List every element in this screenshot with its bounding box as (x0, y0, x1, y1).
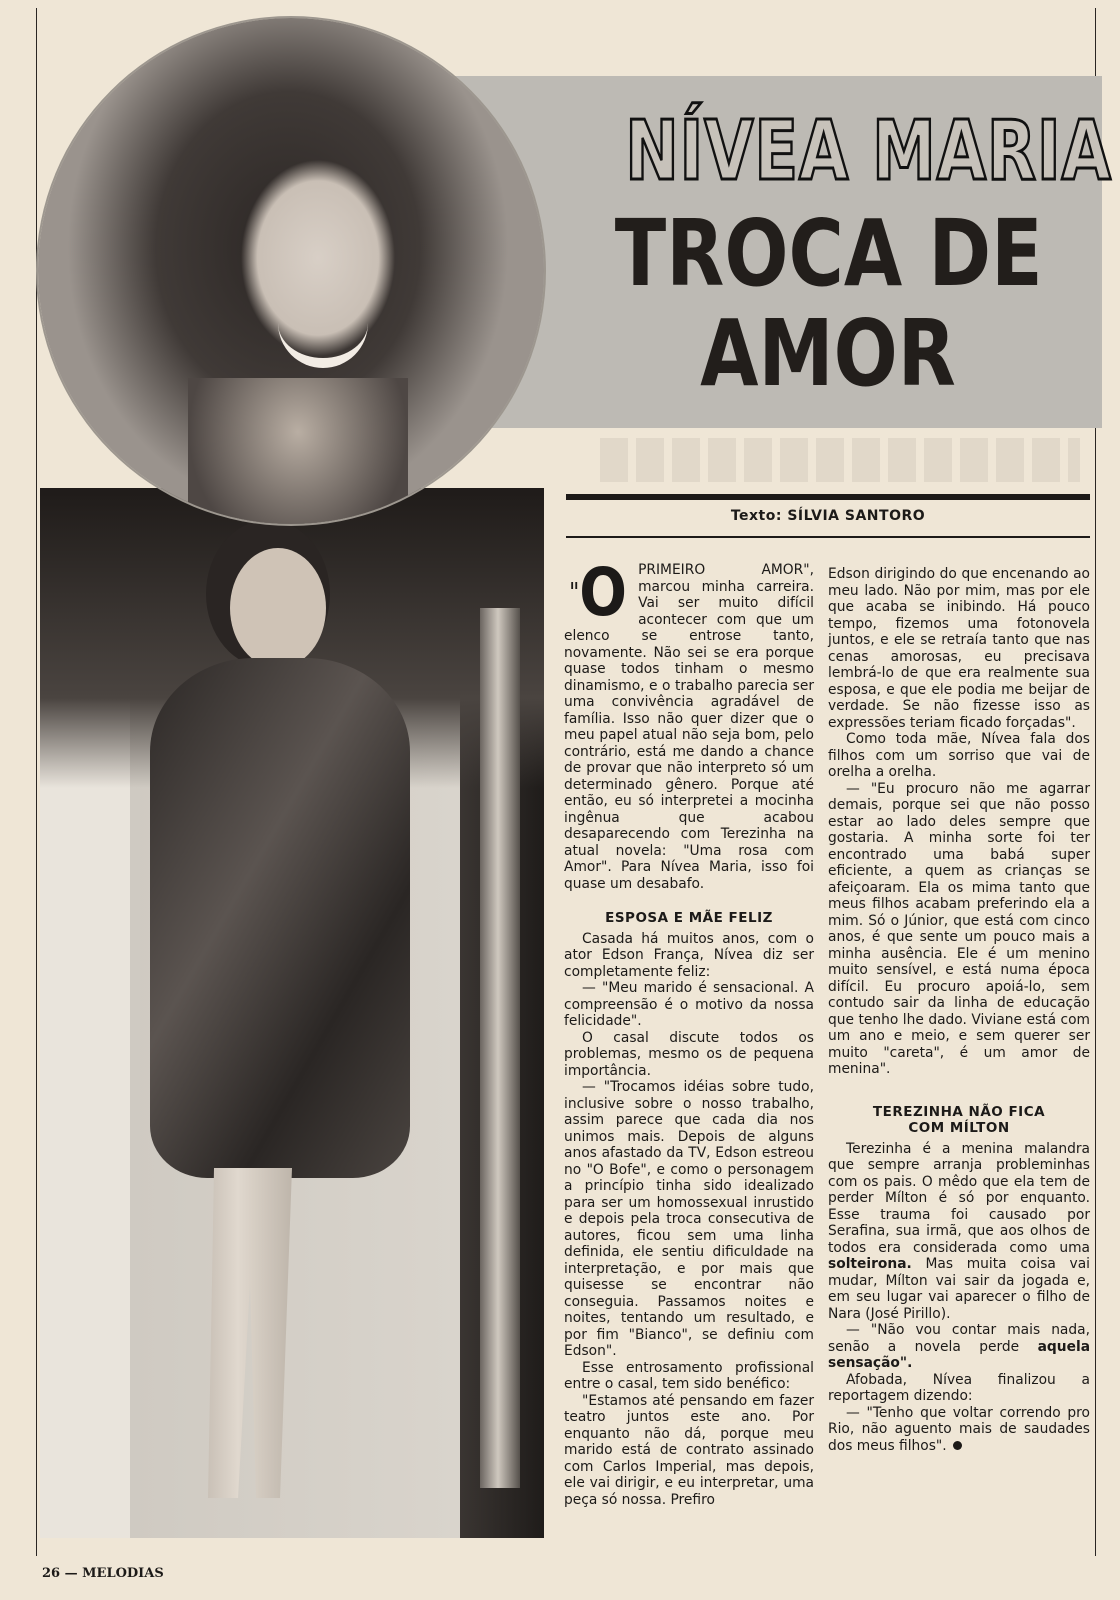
article-column-2 (828, 566, 1090, 1454)
paragraph: — "Meu marido é sensacional. A compreensão é o motivo da nossa felicidade". (564, 980, 814, 1029)
paragraph: Esse entrosamento profissional entre o casal, tem sido benéfico: (564, 1359, 814, 1392)
photo-figure-dress (150, 658, 410, 1178)
headline-line-3: AMOR (700, 300, 956, 407)
paragraph: Como toda mãe, Nívea fala dos filhos com um sorriso que vai de orelha a orelha. (828, 731, 1090, 780)
photo-pole (480, 608, 520, 1488)
bold-phrase: aquela sensação". (828, 1338, 1091, 1371)
subheading-terezinha-line-1: TEREZINHA NÃO FICA (872, 1103, 1046, 1120)
paragraph: O casal discute todos os problemas, mesmo os de pequena importância. (564, 1029, 814, 1079)
text-run: — "Tenho que voltar correndo pro Rio, não aguento mais de saudades dos meus filhos". (828, 1404, 1090, 1454)
paragraph: — "Trocamos idéias sobre tudo, inclusive sobre o nosso trabalho, assim parece que cada dia nos unimos mais. Depois de alguns anos afastado da TV, Edson estreou no "O Bofe", e como o personagem a princípio tinha sido idealizado para ser um homossexual inrustido e depois pela troca consecutiva de autores, ficou sem uma linha definida, ele sentiu dificuldade na interpretação, e por mais que quisesse se encontrar não conseguia. Passamos noites e noites, tentando um resultado, e por fim "Bianco", se definiu com Edson". (564, 1079, 814, 1359)
drop-cap (569, 554, 627, 631)
byline-rule-bottom (566, 536, 1090, 538)
bold-word: solteirona. (828, 1256, 912, 1272)
portrait-smile (278, 318, 368, 368)
paragraph: Casada há muitos anos, com o ator Edson França, Nívea diz ser completamente feliz: (564, 930, 814, 980)
text-run: Mas muita coisa vai mudar, Mílton vai sair da jogada e, em seu lugar vai aparecer o filho de Nara (José Pirillo). (828, 1256, 1090, 1322)
paragraph: "Estamos até pensando em fazer teatro juntos este ano. Por enquanto não dá, porque meu marido está de contrato assinado com Carlos Imperial, mas depois, ele vai dirigir, e eu interpretar, uma peça só nossa. Prefiro (564, 1392, 814, 1508)
paragraph: Afobada, Nívea finalizou a reportagem dizendo: (828, 1371, 1090, 1404)
headline (568, 100, 1112, 407)
portrait-photo (38, 18, 544, 524)
paragraph (828, 1322, 1090, 1372)
byline-author: SÍLVIA SANTORO (787, 508, 926, 524)
paragraph: PRIMEIRO AMOR", marcou minha carreira. Vai ser muito difícil acontecer com que um elenco se entrose tanto, novamente. Não sei se era porque quase todos tinham o mesmo dinamismo, e o trabalho parecia ser uma convivência agradável de família. Isso não quer dizer que o meu papel atual não seja bom, pelo contrário, está me dando a chance de provar que não interpreto só um determinado gênero. Porque até então, eu só interpretei a mocinha ingênua que acabou desaparecendo com Terezinha na atual novela: "Uma rosa com Amor". Para Nívea Maria, isso foi quase um desabafo. (564, 562, 814, 892)
paragraph: — "Eu procuro não me agarrar demais, porque sei que não posso estar ao lado deles sempre que gostaria. A minha sorte foi ter encontrado uma babá super eficiente, a quem as crianças se afeiçoaram. Ela os mima tanto que meus filhos acabam preferindo ela a mim. Só o Júnior, que está com cinco anos, é que sente um pouco mais a minha ausência. Ele é um menino muito sensível, e está numa época difícil. Eu procuro apoiá-lo, sem contudo sair da linha de educação que tenho lhe dado. Viviane está com um ano e meio, e sem querer ser muito "careta", é um amor de menina". (828, 780, 1090, 1077)
show-through-print (600, 438, 1080, 482)
article-column-1 (564, 554, 814, 1508)
end-mark-icon (953, 1441, 962, 1450)
text-run: — "Não vou contar mais nada, senão a novela perde (828, 1322, 1090, 1355)
paragraph: Edson dirigindo do que encenando ao meu lado. Não por mim, mas por ele que acaba se inibindo. Há pouco tempo, fizemos uma fotonovela juntos, e ele se retraía tanto que nas cenas amorosas, eu precisava lembrá-lo de que era realmente sua esposa, e que ele podia me beijar de verdade. Se não fizesse isso as expressões teriam ficado forçadas". (828, 566, 1090, 731)
text-run: Terezinha é a menina malandra que sempre arranja probleminhas com os pais. O mêdo que ela tem de perder Mílton é só por enquanto. Esse trauma foi causado por Serafina, sua irmã, que aos olhos de todos era considerada como uma (828, 1140, 1090, 1256)
headline-line-2: TROCA DE (614, 200, 1043, 307)
page-footer: 26 — MELODIAS (42, 1566, 164, 1581)
byline (566, 508, 1090, 524)
subheading-terezinha-line-2: COM MÍLTON (908, 1120, 1010, 1136)
byline-rule-top (566, 494, 1090, 500)
subheading-terezinha (828, 1104, 1090, 1137)
byline-label: Texto: (730, 508, 782, 524)
paragraph (828, 1405, 1090, 1455)
portrait-shoulders (188, 378, 408, 524)
drop-cap-letter: O (579, 554, 627, 631)
subheading-esposa: ESPOSA E MÃE FELIZ (605, 910, 773, 926)
photo-figure-head (230, 548, 326, 668)
paragraph (828, 1141, 1090, 1323)
headline-line-1: NÍVEA MARIA (625, 104, 1112, 199)
photo-figure-legs (190, 1168, 310, 1498)
full-length-photo (40, 488, 544, 1538)
drop-cap-quote: " (569, 578, 580, 608)
